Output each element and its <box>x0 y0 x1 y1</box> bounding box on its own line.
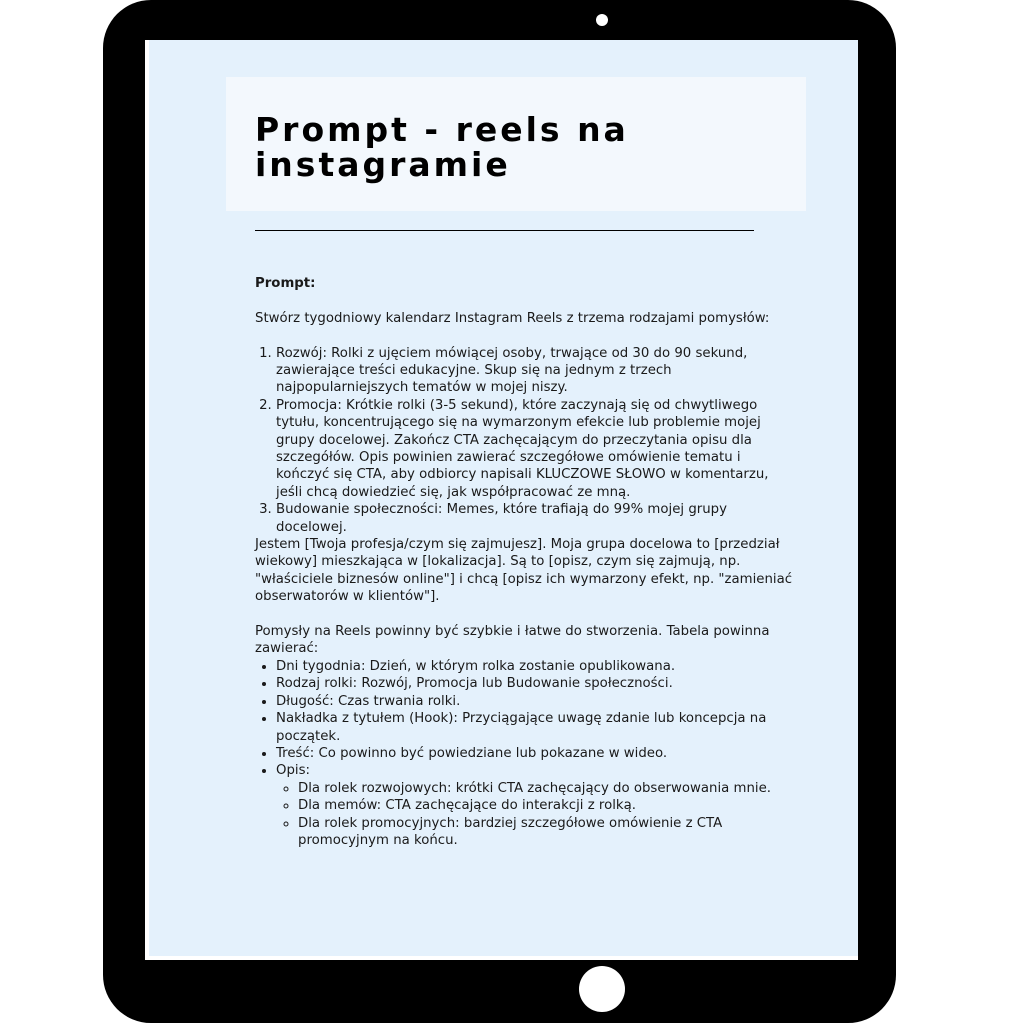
list-item: ◦ Dla memów: CTA zachęcające do interakcji z rolką. <box>298 797 795 814</box>
description-subitems-list <box>276 780 795 850</box>
list-item: 2. Promocja: Krótkie rolki (3-5 sekund), które zaczynają się od chwytliwego tytułu, koncentrującego się na wymarzonym efekcie lub problemie mojej grupy docelowej. Zakończ CTA zachęcającym do przeczytania opisu dla szczegółów. Opis powinien zawierać szczegółowe omówienie tematu i kończyć się CTA, aby odbiorcy napisali KLUCZOWE SŁOWO w komentarzu, jeśli chcą dowiedzieć się, jak współpracować ze mną. <box>276 397 795 501</box>
table-fields-list <box>255 658 795 849</box>
prompt-label: Prompt: <box>255 276 316 291</box>
idea-types-list <box>255 345 795 536</box>
list-item: ◦ Dla rolek rozwojowych: krótki CTA zachęcający do obserwowania mnie. <box>298 780 795 797</box>
list-item: 1. Rozwój: Rolki z ujęciem mówiącej osoby, trwające od 30 do 90 sekund, zawierające treści edukacyjne. Skup się na jednym z trzech najpopularniejszych tematów w mojej niszy. <box>276 345 795 397</box>
list-item: • Długość: Czas trwania rolki. <box>276 693 795 710</box>
list-item: ◦ Dla rolek promocyjnych: bardziej szczegółowe omówienie z CTA promocyjnym na końcu. <box>298 815 795 850</box>
list-item: • Rodzaj rolki: Rozwój, Promocja lub Budowanie społeczności. <box>276 675 795 692</box>
page-title: Prompt - reels na instagramie <box>255 110 629 184</box>
list-item: 3. Budowanie społeczności: Memes, które trafiają do 99% mojej grupy docelowej. <box>276 501 795 536</box>
intro-paragraph: Stwórz tygodniowy kalendarz Instagram Reels z trzema rodzajami pomysłów: <box>255 310 770 326</box>
home-button[interactable] <box>579 966 625 1012</box>
context-paragraph: Jestem [Twoja profesja/czym się zajmujesz]. Moja grupa docelowa to [przedział wiekowy] mieszkająca w [lokalizacja]. Są to [opisz, czym się zajmują, np. "właściciele biznesów online"] i chcą [opisz ich wymarzony efekt, np. "zamieniać obserwatorów w klientów"]. <box>255 537 793 605</box>
title-divider <box>255 230 754 231</box>
list-item: • Dni tygodnia: Dzień, w którym rolka zostanie opublikowana. <box>276 658 795 675</box>
camera-icon <box>596 14 608 26</box>
requirements-paragraph: Pomysły na Reels powinny być szybkie i łatwe do stworzenia. Tabela powinna zawierać: <box>255 624 770 657</box>
title-box <box>226 77 806 211</box>
description-field-label: Opis: <box>276 763 311 779</box>
tablet-screen <box>145 40 858 960</box>
list-item: • Nakładka z tytułem (Hook): Przyciągające uwagę zdanie lub koncepcja na początek. <box>276 710 795 745</box>
list-item <box>276 762 795 849</box>
list-item: • Treść: Co powinno być powiedziane lub pokazane w wideo. <box>276 745 795 762</box>
document-body <box>255 275 795 849</box>
